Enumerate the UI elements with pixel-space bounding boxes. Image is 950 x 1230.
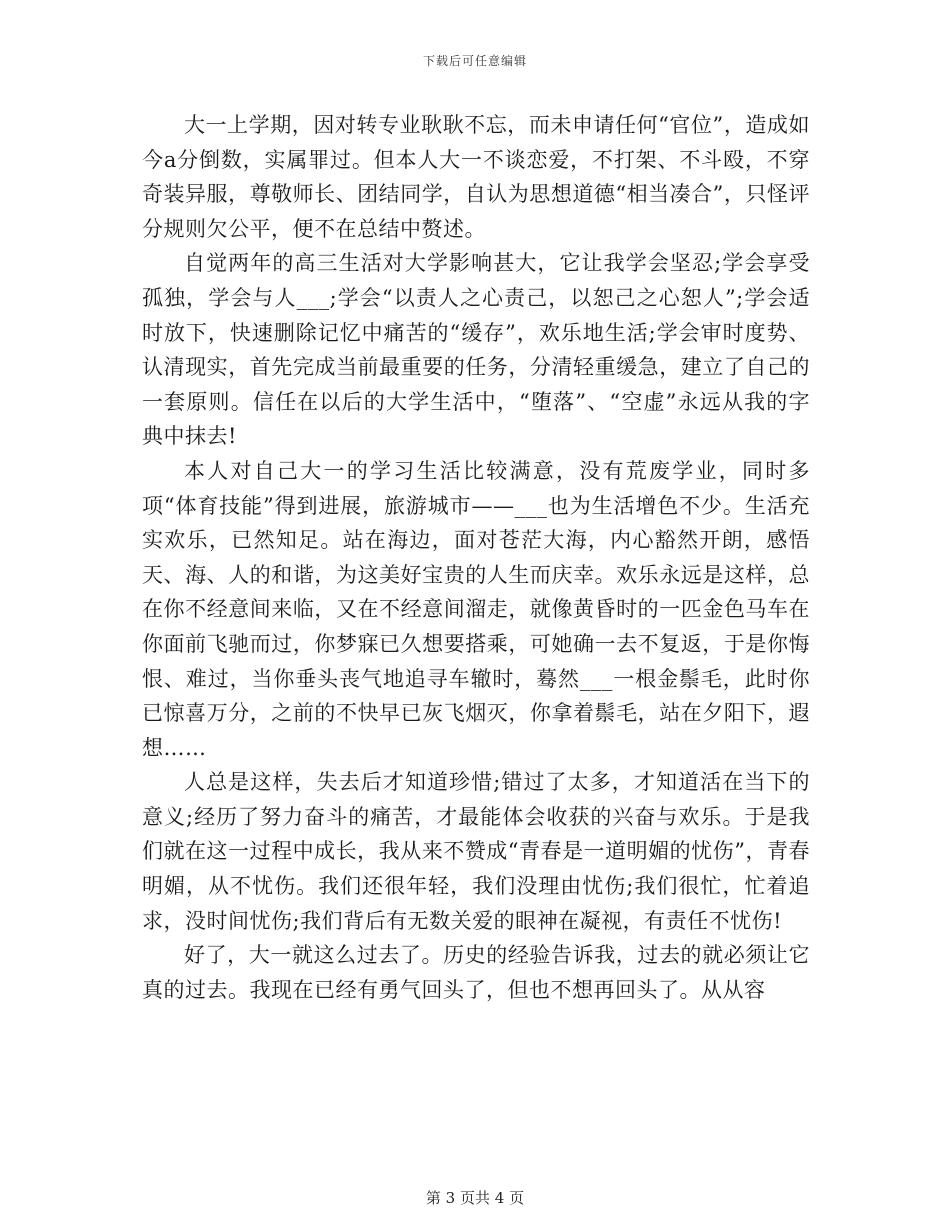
paragraph-2: 自觉两年的高三生活对大学影响甚大，它让我学会坚忍;学会享受孤独，学会与人___;学会“以责人之心责己，以恕己之心恕人”;学会适时放下，快速删除记忆中痛苦的“缓存”，欢乐地生活;学会审时度势、认清现实，首先完成当前最重要的任务，分清轻重缓急，建立了自己的一套原则。信任在以后的大学生活中，“堕落”、“空虚”永远从我的字典中抹去!	[142, 251, 810, 449]
document-body	[142, 108, 810, 1007]
page-header: 下载后可任意编辑	[422, 54, 527, 68]
paragraph-5: 好了，大一就这么过去了。历史的经验告诉我，过去的就必须让它真的过去。我现在已经有勇气回头了，但也不想再回头了。从从容	[142, 943, 810, 1002]
paragraph-1: 大一上学期，因对转专业耿耿不忘，而未申请任何“官位”，造成如今a分倒数，实属罪过。但本人大一不谈恋爱，不打架、不斗殴，不穿奇装异服，尊敬师长、团结同学，自认为思想道德“相当凑合”，只怪评分规则欠公平，便不在总结中赘述。	[142, 113, 810, 241]
paragraph-3: 本人对自己大一的学习生活比较满意，没有荒废学业，同时多项“体育技能”得到进展，旅游城市——___也为生活增色不少。生活充实欢乐，已然知足。站在海边，面对苍茫大海，内心豁然开朗，感悟天、海、人的和谐，为这美好宝贵的人生而庆幸。欢乐永远是这样，总在你不经意间来临，又在不经意间溜走，就像黄昏时的一匹金色马车在你面前飞驰而过，你梦寐已久想要搭乘，可她确一去不复返，于是你悔恨、难过，当你垂头丧气地追寻车辙时，蓦然___一根金鬃毛，此时你已惊喜万分，之前的不快早已灰飞烟灭，你拿着鬃毛，站在夕阳下，遐想……	[142, 458, 810, 760]
paragraph-4: 人总是这样，失去后才知道珍惜;错过了太多，才知道活在当下的意义;经历了努力奋斗的痛苦，才最能体会收获的兴奋与欢乐。于是我们就在这一过程中成长，我从来不赞成“青春是一道明媚的忧伤”，青春明媚，从不忧伤。我们还很年轻，我们没理由忧伤;我们很忙，忙着追求，没时间忧伤;我们背后有无数关爱的眼神在凝视，有责任不忧伤!	[142, 770, 810, 933]
page-footer: 第 3 页共 4 页	[425, 1189, 525, 1207]
